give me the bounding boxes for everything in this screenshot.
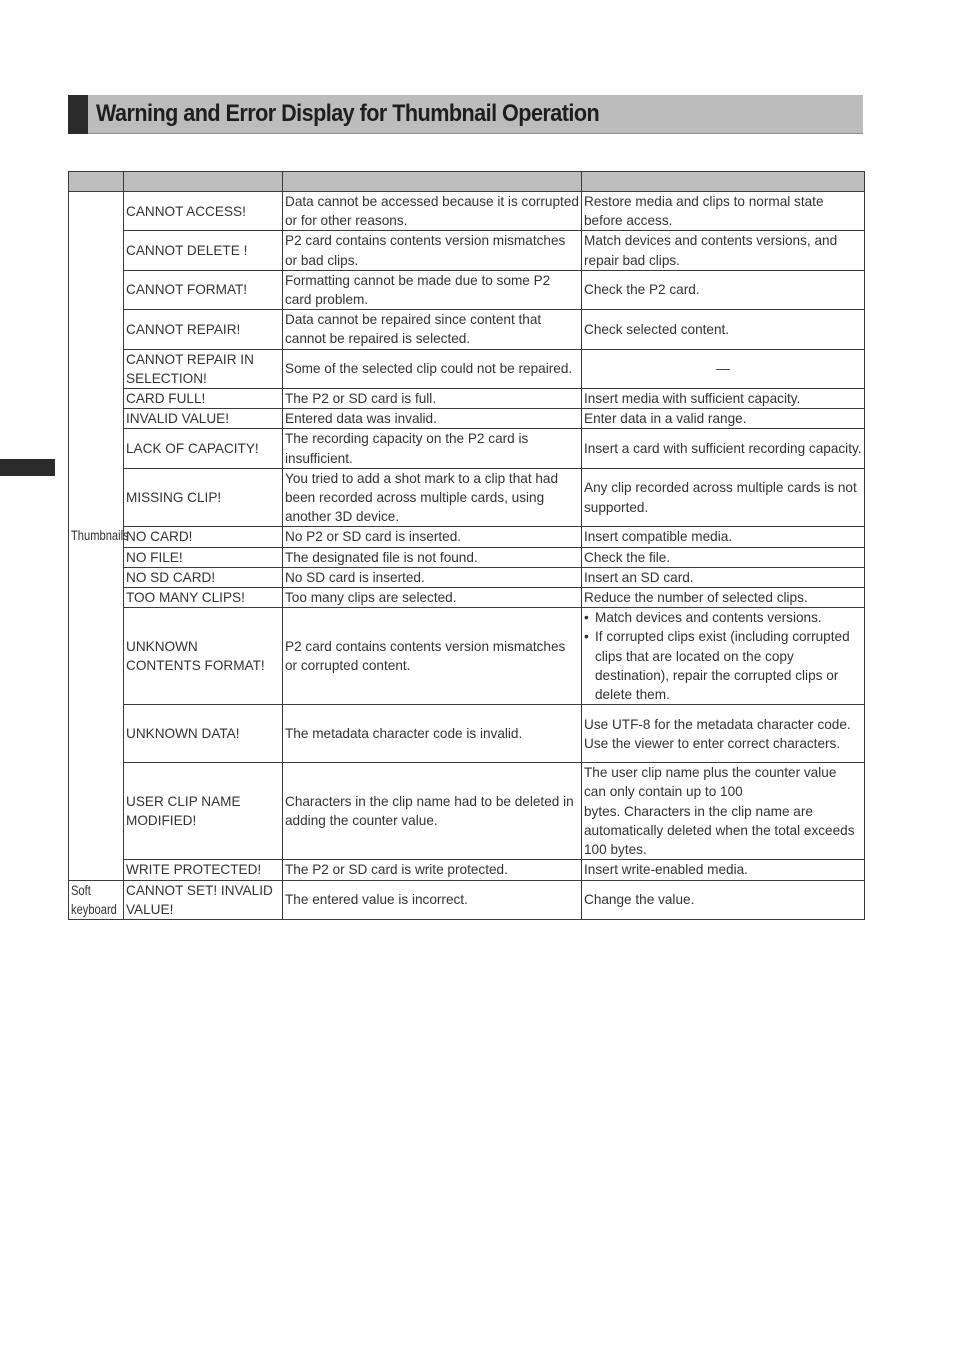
message-cell: NO CARD!	[124, 527, 283, 547]
description-cell: The recording capacity on the P2 card is insufficient.	[283, 429, 582, 468]
description-cell: The P2 or SD card is write protected.	[283, 860, 582, 880]
message-cell: NO SD CARD!	[124, 567, 283, 587]
table-row	[69, 468, 865, 527]
table-row	[69, 389, 865, 409]
table-row	[69, 860, 865, 880]
message-cell: CANNOT SET! INVALID VALUE!	[124, 880, 283, 919]
header-description	[283, 172, 582, 192]
table-row	[69, 608, 865, 705]
table-row	[69, 880, 865, 919]
message-cell: CARD FULL!	[124, 389, 283, 409]
header-category	[69, 172, 124, 192]
table-row	[69, 705, 865, 763]
message-cell: TOO MANY CLIPS!	[124, 588, 283, 608]
description-cell: Formatting cannot be made due to some P2 card problem.	[283, 270, 582, 309]
description-cell: P2 card contains contents version mismatches or corrupted content.	[283, 608, 582, 705]
message-cell: WRITE PROTECTED!	[124, 860, 283, 880]
table-row	[69, 527, 865, 547]
action-bullet: • If corrupted clips exist (including corrupted clips that are located on the copy destination), repair the corrupted clips or delete them.	[584, 627, 862, 704]
table-row	[69, 192, 865, 231]
message-cell: LACK OF CAPACITY!	[124, 429, 283, 468]
message-cell: USER CLIP NAME MODIFIED!	[124, 763, 283, 860]
message-line: UNKNOWN	[126, 639, 198, 655]
action-cell: Enter data in a valid range.	[582, 409, 865, 429]
description-cell: No P2 or SD card is inserted.	[283, 527, 582, 547]
description-cell: Some of the selected clip could not be repaired.	[283, 349, 582, 388]
description-cell: Characters in the clip name had to be deleted in adding the counter value.	[283, 763, 582, 860]
description-cell: Too many clips are selected.	[283, 588, 582, 608]
message-cell: NO FILE!	[124, 547, 283, 567]
message-line: CONTENTS FORMAT!	[126, 658, 265, 674]
table-row	[69, 429, 865, 468]
table-row	[69, 349, 865, 388]
action-cell: Insert a card with sufficient recording capacity.	[582, 429, 865, 468]
description-cell: P2 card contains contents version mismatches or bad clips.	[283, 231, 582, 270]
table-row	[69, 409, 865, 429]
action-cell: Insert an SD card.	[582, 567, 865, 587]
action-cell	[582, 608, 865, 705]
description-cell: The P2 or SD card is full.	[283, 389, 582, 409]
action-cell: Check selected content.	[582, 310, 865, 349]
side-tab-marker	[0, 459, 55, 476]
message-cell: CANNOT FORMAT!	[124, 270, 283, 309]
description-cell: No SD card is inserted.	[283, 567, 582, 587]
action-cell-empty: —	[582, 349, 865, 388]
action-cell: Check the file.	[582, 547, 865, 567]
page-title: Warning and Error Display for Thumbnail Operation	[96, 100, 600, 127]
description-cell: You tried to add a shot mark to a clip that had been recorded across multiple cards, using another 3D device.	[283, 468, 582, 527]
description-cell: The designated file is not found.	[283, 547, 582, 567]
table-row	[69, 567, 865, 587]
action-cell: Insert compatible media.	[582, 527, 865, 547]
action-bullet-list	[584, 608, 862, 704]
header-message	[124, 172, 283, 192]
table-row	[69, 310, 865, 349]
message-cell: CANNOT DELETE !	[124, 231, 283, 270]
action-cell: Any clip recorded across multiple cards is not supported.	[582, 468, 865, 527]
message-cell: CANNOT REPAIR IN SELECTION!	[124, 349, 283, 388]
message-cell: CANNOT REPAIR!	[124, 310, 283, 349]
action-cell: Use UTF-8 for the metadata character code. Use the viewer to enter correct characters.	[582, 705, 865, 763]
message-cell	[124, 608, 283, 705]
error-table	[68, 171, 865, 920]
table-row	[69, 270, 865, 309]
table-row	[69, 547, 865, 567]
message-cell: CANNOT ACCESS!	[124, 192, 283, 231]
message-cell: UNKNOWN DATA!	[124, 705, 283, 763]
description-cell: Data cannot be accessed because it is corrupted or for other reasons.	[283, 192, 582, 231]
action-cell: Change the value.	[582, 880, 865, 919]
action-line: The user clip name plus the counter value can only contain up to 100	[584, 765, 837, 800]
description-cell: Data cannot be repaired since content that cannot be repaired is selected.	[283, 310, 582, 349]
table-row	[69, 231, 865, 270]
action-cell: Match devices and contents versions, and repair bad clips.	[582, 231, 865, 270]
section-title-bar	[68, 95, 863, 134]
action-cell: Insert media with sufficient capacity.	[582, 389, 865, 409]
header-action	[582, 172, 865, 192]
category-thumbnails: Thumbnails	[69, 192, 124, 881]
description-cell: Entered data was invalid.	[283, 409, 582, 429]
description-cell: The entered value is incorrect.	[283, 880, 582, 919]
action-cell	[582, 763, 865, 860]
action-bullet: • Match devices and contents versions.	[584, 608, 862, 627]
table-row	[69, 588, 865, 608]
title-accent-block	[68, 95, 88, 134]
action-cell: Insert write-enabled media.	[582, 860, 865, 880]
action-cell: Reduce the number of selected clips.	[582, 588, 865, 608]
description-cell: The metadata character code is invalid.	[283, 705, 582, 763]
table-row	[69, 763, 865, 860]
action-cell: Restore media and clips to normal state before access.	[582, 192, 865, 231]
table-header-row	[69, 172, 865, 192]
message-cell: INVALID VALUE!	[124, 409, 283, 429]
action-cell: Check the P2 card.	[582, 270, 865, 309]
action-line: bytes. Characters in the clip name are automatically deleted when the total exceeds 100 bytes.	[584, 803, 855, 858]
category-soft-keyboard: Soft keyboard	[69, 880, 124, 919]
message-cell: MISSING CLIP!	[124, 468, 283, 527]
